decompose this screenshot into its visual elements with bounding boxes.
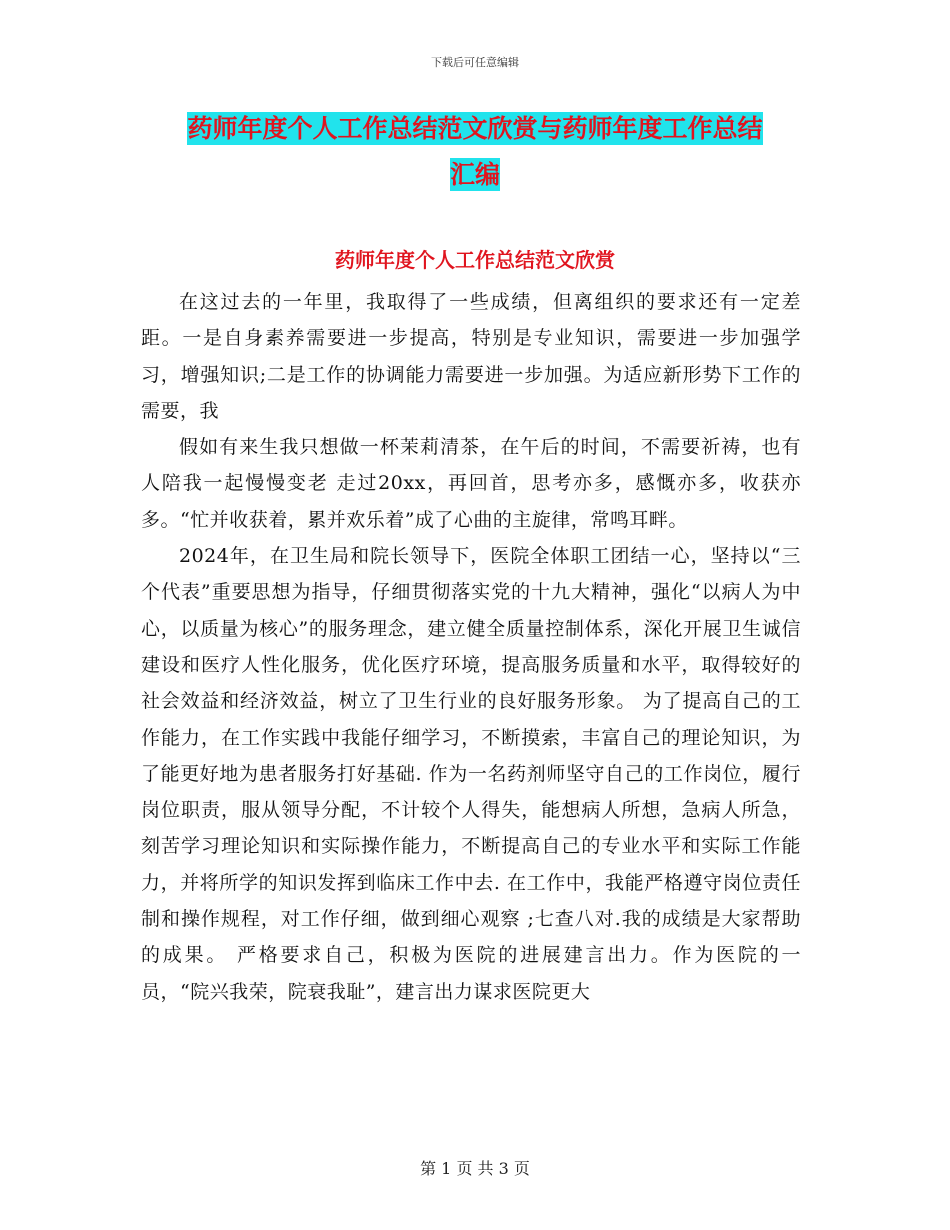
document-title-line-1: 药师年度个人工作总结范文欣赏与药师年度工作总结 <box>187 114 763 143</box>
paragraph-1: 在这过去的一年里，我取得了一些成绩，但离组织的要求还有一定差距。一是自身素养需要进一步提高，特别是专业知识，需要进一步加强学习，增强知识;二是工作的协调能力需要进一步加强。为适应新形势下工作的需要，我 <box>141 291 801 422</box>
body-text <box>141 284 801 1010</box>
section-subtitle: 药师年度个人工作总结范文欣赏 <box>335 248 615 272</box>
page-number-footer: 第 1 页 共 3 页 <box>420 1159 530 1178</box>
paragraph-2: 假如有来生我只想做一杯茉莉清茶，在午后的时间，不需要祈祷，也有人陪我一起慢慢变老 走过20xx，再回首，思考亦多，感慨亦多，收获亦多。“忙并收获着，累并欢乐着”成了心曲的主旋律，常鸣耳畔。 <box>141 436 801 531</box>
paragraph-3: 2024年，在卫生局和院长领导下，医院全体职工团结一心，坚持以“三个代表”重要思想为指导，仔细贯彻落实党的十九大精神，强化“以病人为中心，以质量为核心”的服务理念，建立健全质量控制体系，深化开展卫生诚信建设和医疗人性化服务，优化医疗环境，提高服务质量和水平，取得较好的社会效益和经济效益，树立了卫生行业的良好服务形象。 为了提高自己的工作能力，在工作实践中我能仔细学习，不断摸索，丰富自己的理论知识，为了能更好地为患者服务打好基础. 作为一名药剂师坚守自己的工作岗位，履行岗位职责，服从领导分配，不计较个人得失，能想病人所想，急病人所急，刻苦学习理论知识和实际操作能力，不断提高自己的专业水平和实际工作能力，并将所学的知识发挥到临床工作中去. 在工作中，我能严格遵守岗位责任制和操作规程，对工作仔细，做到细心观察 ;七查八对.我的成绩是大家帮助的成果。 严格要求自己，积极为医院的进展建言出力。作为医院的一员，“院兴我荣，院衰我耻”，建言出力谋求医院更大 <box>141 545 801 1003</box>
page-header-note: 下载后可任意编辑 <box>431 56 519 69</box>
document-title-line-2: 汇编 <box>449 160 500 189</box>
